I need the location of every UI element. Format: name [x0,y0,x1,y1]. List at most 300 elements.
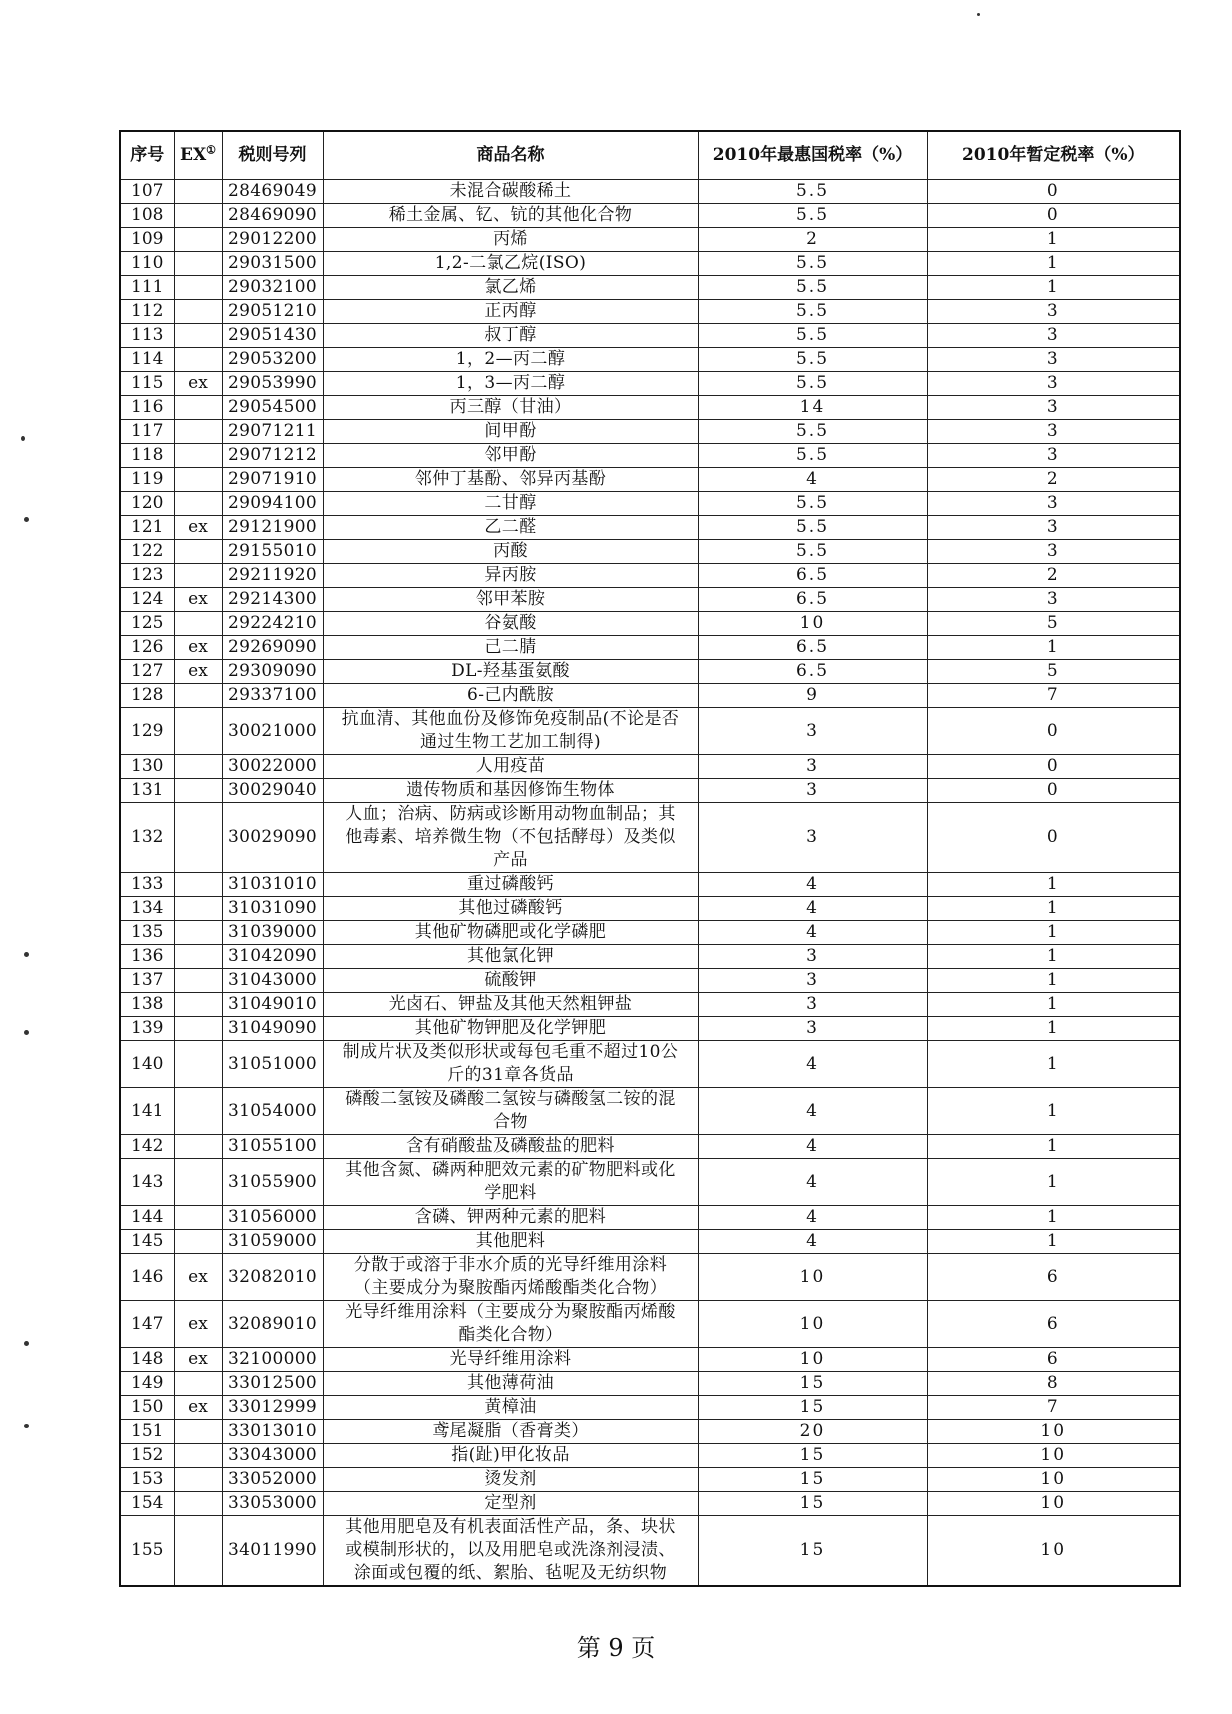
row-ex-mark: ex [174,588,222,612]
row-tariff-code: 30029040 [222,779,323,803]
row-tariff-code: 33012500 [222,1372,323,1396]
product-name-line: 邻甲酚 [484,445,537,465]
row-ex-mark [174,755,222,779]
row-provisional-rate: 5 [927,660,1180,684]
row-provisional-rate: 3 [927,396,1180,420]
table-row [120,873,1180,897]
table-row [120,969,1180,993]
row-mfn-rate: 5.5 [698,492,927,516]
row-mfn-rate: 4 [698,468,927,492]
row-mfn-rate: 5.5 [698,444,927,468]
row-provisional-rate: 0 [927,204,1180,228]
product-name-line: 光导纤维用涂料 [449,1349,572,1369]
row-seq-number: 122 [120,540,174,564]
row-mfn-rate: 3 [698,993,927,1017]
row-ex-mark [174,540,222,564]
row-tariff-code: 29032100 [222,276,323,300]
row-product-name [323,873,698,897]
product-name-line: 邻仲丁基酚、邻异丙基酚 [414,469,607,489]
product-name-line: 其他氯化钾 [467,946,554,966]
row-seq-number: 152 [120,1444,174,1468]
row-product-name [323,969,698,993]
row-mfn-rate: 4 [698,873,927,897]
row-mfn-rate: 6.5 [698,660,927,684]
row-mfn-rate: 5.5 [698,204,927,228]
table-row [120,324,1180,348]
row-product-name [323,945,698,969]
product-name-line: 黄樟油 [484,1397,537,1417]
row-tariff-code: 32100000 [222,1348,323,1372]
product-name-line: 分散于或溶于非水介质的光导纤维用涂料 [353,1255,668,1275]
row-seq-number: 130 [120,755,174,779]
table-row [120,803,1180,873]
row-seq-number: 140 [120,1041,174,1088]
page-number: 第 9 页 [576,1634,656,1662]
row-mfn-rate: 10 [698,612,927,636]
row-ex-mark [174,921,222,945]
row-product-name [323,1254,698,1301]
row-provisional-rate: 3 [927,324,1180,348]
row-mfn-rate: 4 [698,897,927,921]
row-provisional-rate: 0 [927,779,1180,803]
row-provisional-rate: 1 [927,276,1180,300]
table-row [120,468,1180,492]
row-product-name [323,1135,698,1159]
row-tariff-code: 31049090 [222,1017,323,1041]
product-name-line: 异丙胺 [484,565,537,585]
row-tariff-code: 29071212 [222,444,323,468]
row-tariff-code: 29031500 [222,252,323,276]
row-ex-mark [174,1206,222,1230]
row-tariff-code: 29071910 [222,468,323,492]
table-row [120,492,1180,516]
row-mfn-rate: 6.5 [698,636,927,660]
row-ex-mark: ex [174,636,222,660]
row-ex-mark [174,945,222,969]
row-seq-number: 138 [120,993,174,1017]
table-row [120,612,1180,636]
row-product-name [323,324,698,348]
row-ex-mark [174,779,222,803]
row-provisional-rate: 1 [927,969,1180,993]
row-product-name [323,755,698,779]
row-tariff-code: 33052000 [222,1468,323,1492]
row-product-name [323,1516,698,1587]
row-ex-mark [174,1230,222,1254]
row-provisional-rate: 0 [927,708,1180,755]
row-mfn-rate: 5.5 [698,276,927,300]
product-name-line: 其他过磷酸钙 [458,898,563,918]
table-row [120,588,1180,612]
row-product-name [323,1468,698,1492]
product-name-line: 人用疫苗 [475,756,546,776]
product-name-line: 制成片状及类似形状或每包毛重不超过10公 [342,1042,679,1062]
row-tariff-code: 31059000 [222,1230,323,1254]
row-mfn-rate: 10 [698,1254,927,1301]
product-name-line: 光卤石、钾盐及其他天然粗钾盐 [388,994,633,1014]
row-seq-number: 148 [120,1348,174,1372]
row-product-name [323,612,698,636]
row-product-name [323,1492,698,1516]
row-mfn-rate: 9 [698,684,927,708]
row-ex-mark: ex [174,1396,222,1420]
row-ex-mark [174,444,222,468]
row-ex-mark [174,612,222,636]
table-row [120,1088,1180,1135]
row-provisional-rate: 3 [927,348,1180,372]
table-row [120,1017,1180,1041]
row-seq-number: 114 [120,348,174,372]
row-tariff-code: 29224210 [222,612,323,636]
row-provisional-rate: 1 [927,897,1180,921]
row-ex-mark [174,348,222,372]
row-seq-number: 134 [120,897,174,921]
table-row [120,180,1180,204]
product-name-line: 丙酸 [493,541,528,561]
row-product-name [323,803,698,873]
row-mfn-rate: 15 [698,1372,927,1396]
row-ex-mark [174,276,222,300]
row-tariff-code: 29053200 [222,348,323,372]
row-product-name [323,300,698,324]
row-mfn-rate: 5.5 [698,300,927,324]
product-name-line: （主要成分为聚胺酯丙烯酸酯类化合物） [353,1278,668,1298]
row-provisional-rate: 10 [927,1468,1180,1492]
table-row [120,1159,1180,1206]
row-seq-number: 116 [120,396,174,420]
row-mfn-rate: 3 [698,803,927,873]
row-ex-mark [174,396,222,420]
row-provisional-rate: 3 [927,444,1180,468]
row-provisional-rate: 3 [927,300,1180,324]
row-provisional-rate: 1 [927,228,1180,252]
row-tariff-code: 29269090 [222,636,323,660]
row-ex-mark [174,684,222,708]
table-row [120,1396,1180,1420]
table-row [120,897,1180,921]
row-ex-mark [174,1516,222,1587]
row-tariff-code: 33012999 [222,1396,323,1420]
table-row [120,1206,1180,1230]
row-seq-number: 144 [120,1206,174,1230]
row-seq-number: 128 [120,684,174,708]
row-tariff-code: 32089010 [222,1301,323,1348]
row-product-name [323,516,698,540]
row-mfn-rate: 3 [698,945,927,969]
row-mfn-rate: 6.5 [698,588,927,612]
row-product-name [323,276,698,300]
row-tariff-code: 31039000 [222,921,323,945]
row-ex-mark [174,1088,222,1135]
table-row [120,1254,1180,1301]
row-product-name [323,1348,698,1372]
row-provisional-rate: 5 [927,612,1180,636]
scan-speck [24,1341,29,1346]
tariff-table [119,130,1181,1587]
row-mfn-rate: 3 [698,779,927,803]
row-provisional-rate: 3 [927,540,1180,564]
row-product-name [323,1206,698,1230]
product-name-line: 丙三醇（甘油） [449,397,572,417]
row-tariff-code: 29214300 [222,588,323,612]
row-product-name [323,684,698,708]
row-mfn-rate: 15 [698,1492,927,1516]
row-tariff-code: 29053990 [222,372,323,396]
header-ex-label: EX [179,145,207,165]
row-seq-number: 129 [120,708,174,755]
row-tariff-code: 31042090 [222,945,323,969]
row-tariff-code: 29309090 [222,660,323,684]
row-provisional-rate: 1 [927,1088,1180,1135]
row-product-name [323,564,698,588]
row-provisional-rate: 6 [927,1301,1180,1348]
row-product-name [323,228,698,252]
row-tariff-code: 29337100 [222,684,323,708]
row-ex-mark [174,1017,222,1041]
row-mfn-rate: 15 [698,1468,927,1492]
row-tariff-code: 30029090 [222,803,323,873]
row-ex-mark: ex [174,1301,222,1348]
table-row [120,1492,1180,1516]
row-ex-mark [174,897,222,921]
scan-speck [21,436,25,441]
product-name-line: 其他用肥皂及有机表面活性产品，条、块状 [345,1517,676,1537]
row-product-name [323,660,698,684]
product-name-line: 未混合碳酸稀土 [449,181,572,201]
row-mfn-rate: 4 [698,1230,927,1254]
row-product-name [323,444,698,468]
row-tariff-code: 31054000 [222,1088,323,1135]
scan-speck [977,13,980,16]
row-ex-mark: ex [174,660,222,684]
row-provisional-rate: 0 [927,803,1180,873]
row-ex-mark [174,708,222,755]
table-row [120,684,1180,708]
row-seq-number: 111 [120,276,174,300]
row-ex-mark: ex [174,1348,222,1372]
row-provisional-rate: 1 [927,921,1180,945]
row-provisional-rate: 2 [927,564,1180,588]
row-ex-mark: ex [174,372,222,396]
table-row [120,755,1180,779]
product-name-line: 涂面或包覆的纸、絮胎、毡呢及无纺织物 [353,1563,668,1583]
table-row [120,228,1180,252]
row-mfn-rate: 5.5 [698,540,927,564]
row-seq-number: 147 [120,1301,174,1348]
row-provisional-rate: 3 [927,372,1180,396]
row-provisional-rate: 2 [927,468,1180,492]
row-mfn-rate: 4 [698,1135,927,1159]
header-product-name: 商品名称 [323,131,698,180]
table-row [120,1301,1180,1348]
row-provisional-rate: 1 [927,945,1180,969]
row-tariff-code: 33043000 [222,1444,323,1468]
table-row [120,1468,1180,1492]
row-provisional-rate: 1 [927,1041,1180,1088]
row-tariff-code: 31049010 [222,993,323,1017]
product-name-line: 学肥料 [484,1183,537,1203]
row-product-name [323,540,698,564]
row-provisional-rate: 3 [927,588,1180,612]
row-product-name [323,204,698,228]
row-tariff-code: 29121900 [222,516,323,540]
row-product-name [323,1396,698,1420]
row-ex-mark [174,252,222,276]
row-seq-number: 136 [120,945,174,969]
product-name-line: 人血；治病、防病或诊断用动物血制品；其 [345,804,676,824]
row-ex-mark [174,180,222,204]
table-row [120,348,1180,372]
table-row [120,945,1180,969]
row-ex-mark [174,300,222,324]
row-provisional-rate: 1 [927,1017,1180,1041]
row-mfn-rate: 15 [698,1396,927,1420]
row-provisional-rate: 3 [927,492,1180,516]
row-seq-number: 107 [120,180,174,204]
table-row [120,1348,1180,1372]
row-seq-number: 119 [120,468,174,492]
row-seq-number: 109 [120,228,174,252]
row-ex-mark [174,324,222,348]
row-tariff-code: 31055900 [222,1159,323,1206]
row-ex-mark [174,803,222,873]
row-tariff-code: 32082010 [222,1254,323,1301]
product-name-line: 指(趾)甲化妆品 [451,1445,570,1465]
product-name-line: 1，2—丙二醇 [455,349,566,369]
row-ex-mark [174,1041,222,1088]
table-row [120,636,1180,660]
table-header-row [120,131,1180,180]
row-tariff-code: 29012200 [222,228,323,252]
product-name-line: 酯类化合物） [458,1325,563,1345]
row-seq-number: 115 [120,372,174,396]
row-provisional-rate: 0 [927,180,1180,204]
product-name-line: 叔丁醇 [484,325,537,345]
product-name-line: 其他含氮、磷两种肥效元素的矿物肥料或化 [345,1160,676,1180]
scan-speck [24,1424,29,1428]
row-provisional-rate: 10 [927,1516,1180,1587]
row-provisional-rate: 1 [927,252,1180,276]
row-seq-number: 113 [120,324,174,348]
header-tariff-code: 税则号列 [222,131,323,180]
product-name-line: 6-己内酰胺 [467,685,554,705]
row-seq-number: 141 [120,1088,174,1135]
product-name-line: 他毒素、培养微生物（不包括酵母）及类似 [345,827,676,847]
row-tariff-code: 34011990 [222,1516,323,1587]
row-ex-mark [174,969,222,993]
row-tariff-code: 29054500 [222,396,323,420]
row-tariff-code: 31056000 [222,1206,323,1230]
row-product-name [323,1444,698,1468]
row-mfn-rate: 4 [698,1088,927,1135]
row-seq-number: 108 [120,204,174,228]
row-product-name [323,372,698,396]
product-name-line: 氯乙烯 [484,277,537,297]
row-seq-number: 120 [120,492,174,516]
row-ex-mark [174,1444,222,1468]
row-seq-number: 121 [120,516,174,540]
row-seq-number: 112 [120,300,174,324]
row-provisional-rate: 1 [927,636,1180,660]
row-seq-number: 118 [120,444,174,468]
row-seq-number: 123 [120,564,174,588]
row-tariff-code: 31051000 [222,1041,323,1088]
row-provisional-rate: 10 [927,1444,1180,1468]
table-row [120,420,1180,444]
header-ex [174,131,222,180]
row-ex-mark [174,468,222,492]
row-mfn-rate: 4 [698,921,927,945]
row-provisional-rate: 7 [927,1396,1180,1420]
product-name-line: DL-羟基蛋氨酸 [451,661,570,681]
table-body [120,180,1180,1587]
product-name-line: 斤的31章各货品 [447,1065,574,1085]
product-name-line: 己二腈 [484,637,537,657]
row-mfn-rate: 5.5 [698,372,927,396]
row-mfn-rate: 10 [698,1301,927,1348]
table-row [120,660,1180,684]
table-row [120,540,1180,564]
row-tariff-code: 29051430 [222,324,323,348]
product-name-line: 谷氨酸 [484,613,537,633]
product-name-line: 二甘醇 [484,493,537,513]
row-mfn-rate: 3 [698,969,927,993]
row-seq-number: 117 [120,420,174,444]
table-row [120,564,1180,588]
row-mfn-rate: 3 [698,708,927,755]
row-ex-mark [174,1492,222,1516]
row-mfn-rate: 14 [698,396,927,420]
row-seq-number: 137 [120,969,174,993]
row-provisional-rate: 3 [927,420,1180,444]
product-name-line: 或模制形状的，以及用肥皂或洗涤剂浸渍、 [345,1540,676,1560]
row-product-name [323,1041,698,1088]
row-provisional-rate: 10 [927,1492,1180,1516]
row-tariff-code: 31055100 [222,1135,323,1159]
row-product-name [323,921,698,945]
row-tariff-code: 29155010 [222,540,323,564]
table-row [120,708,1180,755]
row-product-name [323,1159,698,1206]
row-ex-mark: ex [174,516,222,540]
row-ex-mark [174,1372,222,1396]
row-ex-mark [174,873,222,897]
product-name-line: 含磷、钾两种元素的肥料 [414,1207,607,1227]
row-provisional-rate: 1 [927,1159,1180,1206]
row-mfn-rate: 15 [698,1444,927,1468]
row-provisional-rate: 3 [927,516,1180,540]
row-mfn-rate: 5.5 [698,180,927,204]
product-name-line: 1，3—丙二醇 [455,373,566,393]
row-tariff-code: 31043000 [222,969,323,993]
table-row [120,300,1180,324]
row-product-name [323,993,698,1017]
row-seq-number: 131 [120,779,174,803]
product-name-line: 正丙醇 [484,301,537,321]
row-seq-number: 151 [120,1420,174,1444]
table-row [120,276,1180,300]
header-ex-footnote-mark: ① [206,143,217,157]
row-ex-mark [174,1468,222,1492]
row-tariff-code: 30022000 [222,755,323,779]
table-row [120,1041,1180,1088]
row-seq-number: 153 [120,1468,174,1492]
row-seq-number: 143 [120,1159,174,1206]
row-tariff-code: 29051210 [222,300,323,324]
product-name-line: 遗传物质和基因修饰生物体 [406,780,615,800]
row-tariff-code: 33013010 [222,1420,323,1444]
row-seq-number: 150 [120,1396,174,1420]
